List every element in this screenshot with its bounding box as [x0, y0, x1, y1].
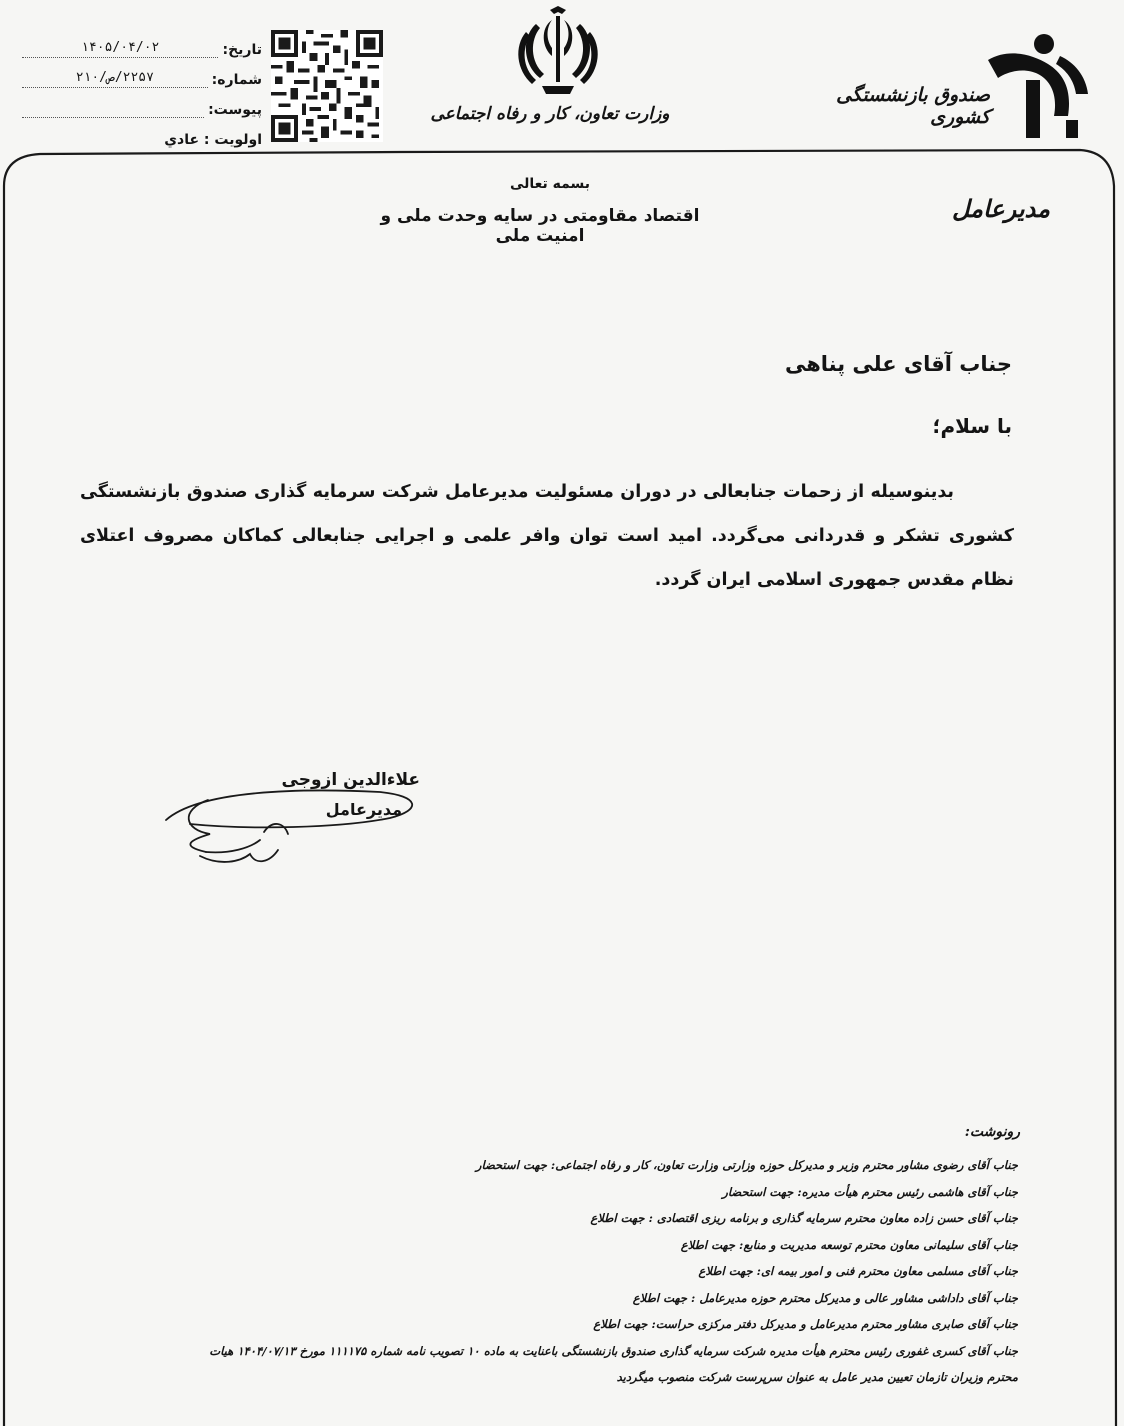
cc-list: [80, 1152, 1018, 1391]
list-item: محترم وزیران تازمان تعیین مدیر عامل به عنوان سرپرست شرکت منصوب میگردید: [616, 1370, 1018, 1384]
signer-title: مدیرعامل: [325, 800, 402, 819]
attachment-label: پیوست:: [208, 102, 262, 118]
iran-emblem-icon: [506, 6, 610, 98]
signature-block: [160, 770, 420, 880]
greeting: با سلام؛: [932, 414, 1012, 438]
letter-body: بدینوسیله از زحمات جنابعالی در دوران مسئولیت مدیرعامل شرکت سرمایه گذاری صندوق بازنشستگی کشوری تشکر و قدردانی می‌گردد. امید است توان وافر علمی و اجرایی جنابعالی کماکان مصروف اعتلای نظام مقدس جمهوری اسلامی ایران گردد.: [80, 482, 1014, 590]
date-label: تاریخ:: [222, 42, 262, 58]
addressee: جناب آقای علی پناهی: [784, 352, 1012, 376]
ministry-name: وزارت تعاون، کار و رفاه اجتماعی: [430, 104, 670, 124]
list-item: جناب آقای حسن زاده معاون محترم سرمایه گذاری و برنامه ریزی اقتصادی : جهت اطلاع: [590, 1211, 1018, 1225]
motto: اقتصاد مقاومتی در سایه وحدت ملی و امنیت ملی: [380, 206, 700, 246]
signer-name: علاءالدین ازوجی: [281, 770, 420, 790]
date-value: ۱۴۰۵/۰۴/۰۲: [22, 39, 218, 58]
priority-row: [22, 124, 262, 148]
list-item: جناب آقای کسری غفوری رئیس محترم هیأت مدیره شرکت سرمایه گذاری صندوق بازنشستگی باعنایت به ماده ۱۰ تصویب نامه شماره ۱۱۱۱۷۵ مورخ ۱۴۰۴/۰۷/۱۳ هیات: [209, 1343, 1018, 1358]
qr-code-icon: [271, 30, 383, 142]
attachment-row: [22, 94, 262, 118]
date-row: [22, 34, 262, 58]
attachment-value: [22, 117, 204, 118]
priority-label: اولویت : عادي: [164, 132, 262, 148]
number-row: [22, 64, 262, 88]
organization-name: صندوق بازنشستگی کشوری: [836, 84, 990, 128]
list-item: جناب آقای مسلمی معاون محترم فنی و امور بیمه ای: جهت اطلاع: [698, 1264, 1018, 1278]
list-item: جناب آقای صابری مشاور محترم مدیرعامل و مدیرکل دفتر مرکزی حراست: جهت اطلاع: [593, 1317, 1018, 1331]
side-title: مدیرعامل: [951, 194, 1050, 223]
list-item: جناب آقای سلیمانی معاون محترم توسعه مدیریت و منابع: جهت اطلاع: [680, 1237, 1018, 1252]
list-item: جناب آقای هاشمی رئیس محترم هیأت مدیره: جهت استحضار: [722, 1184, 1018, 1199]
cc-title: رونوشت:: [964, 1124, 1020, 1140]
bismillah: بسمه تعالی: [509, 176, 591, 192]
list-item: جناب آقای داداشی مشاور عالی و مدیرکل محترم حوزه مدیرعامل : جهت اطلاع: [632, 1290, 1018, 1305]
number-value: ۲۲۵۷/ص/۲۱۰: [22, 69, 208, 88]
number-label: شماره:: [211, 72, 262, 88]
list-item: جناب آقای رضوی مشاور محترم وزیر و مدیرکل حوزه وزارتی وزارت تعاون، کار و رفاه اجتماعی: جهت استحضار: [475, 1158, 1018, 1172]
